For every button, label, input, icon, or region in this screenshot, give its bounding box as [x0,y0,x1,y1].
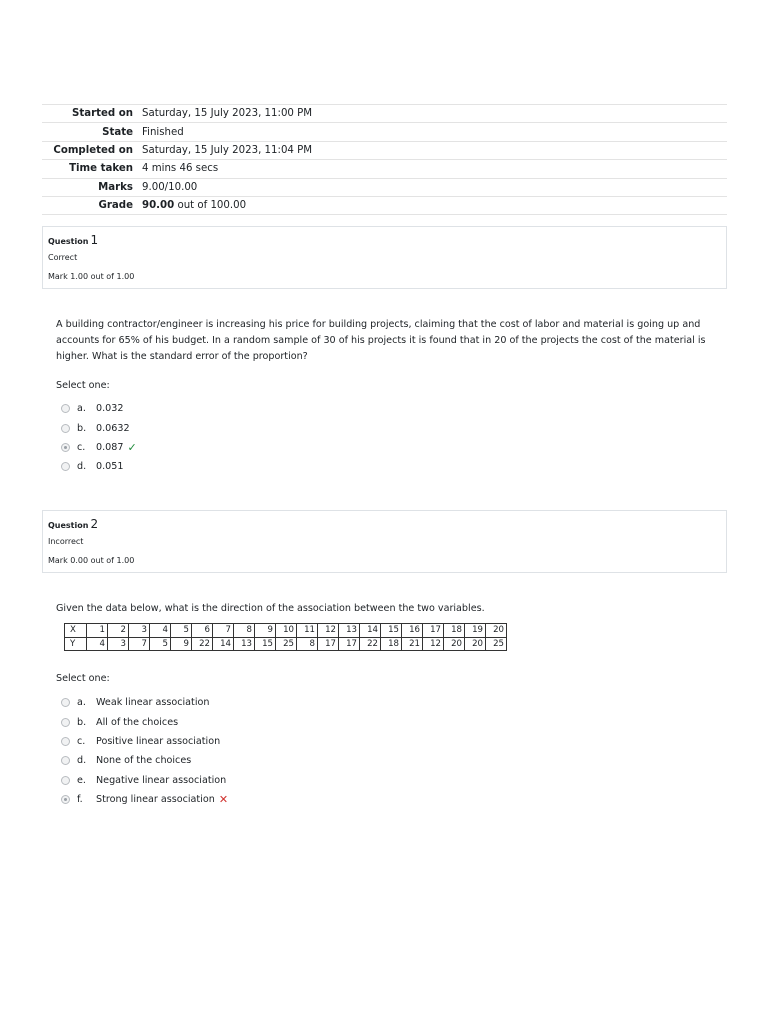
answer-letter: c. [77,735,86,747]
answer-text: 0.032 [96,403,124,415]
table-cell: 18 [444,624,465,638]
table-cell: 6 [192,624,213,638]
answer-option[interactable] [61,457,137,476]
table-cell: 21 [402,637,423,651]
question-label: Question [48,237,89,246]
answer-letter: a. [77,697,86,709]
summary-label: Completed on [53,144,133,156]
summary-label: Marks [98,181,133,193]
table-cell: 11 [297,624,318,638]
answer-option[interactable] [61,751,228,770]
table-header-cell: X [65,624,87,638]
question-2-answers [61,693,228,809]
table-row-x [65,624,507,638]
table-cell: 20 [465,637,486,651]
table-cell: 17 [423,624,444,638]
summary-value: Saturday, 15 July 2023, 11:04 PM [142,144,313,156]
table-cell: 12 [423,637,444,651]
question-1-info [42,226,727,289]
table-cell: 20 [486,624,507,638]
answer-text: None of the choices [96,755,192,767]
grade-total: out of 100.00 [174,200,247,212]
table-row-y [65,637,507,651]
table-cell: 15 [381,624,402,638]
answer-option[interactable] [61,732,228,751]
summary-label: Started on [72,108,133,120]
radio-button[interactable] [61,404,70,413]
answer-option[interactable] [61,712,228,731]
question-1-title [48,233,98,247]
answer-text: 0.051 [96,461,124,473]
table-cell: 1 [87,624,108,638]
table-cell: 5 [171,624,192,638]
summary-row-time-taken [42,160,727,178]
radio-button-checked[interactable] [61,443,70,452]
answer-option[interactable] [61,418,137,437]
radio-button-checked[interactable] [61,795,70,804]
summary-value [142,200,246,211]
radio-button[interactable] [61,462,70,471]
table-cell: 14 [360,624,381,638]
table-cell: 8 [234,624,255,638]
table-cell: 3 [129,624,150,638]
radio-button[interactable] [61,424,70,433]
summary-value: Finished [142,126,184,138]
question-2-prompt: Select one: [56,673,110,684]
radio-button[interactable] [61,776,70,785]
summary-row-started [42,105,727,123]
question-1-text: A building contractor/engineer is increasing his price for building projects, claiming that the cost of labor and material is going up and accounts for 65% of his budget. In a random sample of 30 of his projects it is found that in 20 of the projects the cost of the material is higher. What is the standard error of the proportion? [56,319,706,362]
answer-letter: b. [77,422,87,434]
check-icon: ✓ [127,440,137,454]
table-cell: 25 [486,637,507,651]
data-table [64,623,507,651]
table-cell: 22 [360,637,381,651]
question-2-mark: Mark 0.00 out of 1.00 [48,556,135,565]
answer-option[interactable] [61,693,228,712]
question-1-state: Correct [48,253,78,262]
table-cell: 25 [276,637,297,651]
attempt-summary [42,104,727,215]
table-cell: 20 [444,637,465,651]
answer-text: Strong linear association [96,794,215,806]
answer-text: Negative linear association [96,774,227,786]
question-number: 1 [90,233,99,247]
answer-text: Positive linear association [96,735,221,747]
answer-option[interactable] [61,399,137,418]
cross-icon: ✕ [218,793,229,807]
question-2-state: Incorrect [48,537,84,546]
answer-text: Weak linear association [96,697,210,709]
question-number: 2 [90,517,99,531]
table-cell: 12 [318,624,339,638]
table-cell: 9 [171,637,192,651]
table-cell: 7 [213,624,234,638]
radio-button[interactable] [61,718,70,727]
table-cell: 14 [213,637,234,651]
summary-row-grade [42,197,727,215]
table-cell: 18 [381,637,402,651]
table-cell: 16 [402,624,423,638]
question-2-info [42,510,727,573]
grade-value: 90.00 [142,200,175,212]
table-cell: 4 [87,637,108,651]
table-cell: 5 [150,637,171,651]
answer-letter: c. [77,441,86,453]
radio-button[interactable] [61,756,70,765]
table-cell: 17 [318,637,339,651]
table-cell: 15 [255,637,276,651]
answer-letter: a. [77,403,86,415]
summary-label: Time taken [69,163,133,175]
question-2-title [48,517,98,531]
answer-letter: e. [77,774,86,786]
table-cell: 9 [255,624,276,638]
radio-button[interactable] [61,698,70,707]
table-header-cell: Y [65,637,87,651]
answer-text: 0.087 [96,441,124,453]
answer-option-selected[interactable] [61,438,137,457]
summary-value: Saturday, 15 July 2023, 11:00 PM [142,108,313,120]
question-1-answers [61,399,137,477]
summary-label: State [102,126,133,138]
summary-value: 9.00/10.00 [142,181,198,193]
summary-value: 4 mins 46 secs [142,163,219,175]
table-cell: 17 [339,637,360,651]
table-cell: 19 [465,624,486,638]
question-1-mark: Mark 1.00 out of 1.00 [48,272,135,281]
table-cell: 22 [192,637,213,651]
question-label: Question [48,521,89,530]
table-cell: 3 [108,637,129,651]
table-cell: 13 [234,637,255,651]
table-cell: 10 [276,624,297,638]
answer-text: All of the choices [96,716,179,728]
summary-row-state [42,123,727,141]
answer-letter: d. [77,461,87,473]
table-cell: 13 [339,624,360,638]
answer-text: 0.0632 [96,422,130,434]
answer-letter: d. [77,755,87,767]
question-1-prompt: Select one: [56,380,110,391]
summary-row-completed [42,142,727,160]
table-cell: 7 [129,637,150,651]
radio-button[interactable] [61,737,70,746]
summary-row-marks [42,179,727,197]
summary-label: Grade [98,200,133,212]
answer-letter: f. [77,794,83,806]
table-cell: 8 [297,637,318,651]
table-cell: 2 [108,624,129,638]
table-cell: 4 [150,624,171,638]
answer-letter: b. [77,716,87,728]
answer-option-selected[interactable] [61,790,228,809]
question-2-text: Given the data below, what is the direction of the association between the two variables. [56,603,485,614]
answer-option[interactable] [61,771,228,790]
